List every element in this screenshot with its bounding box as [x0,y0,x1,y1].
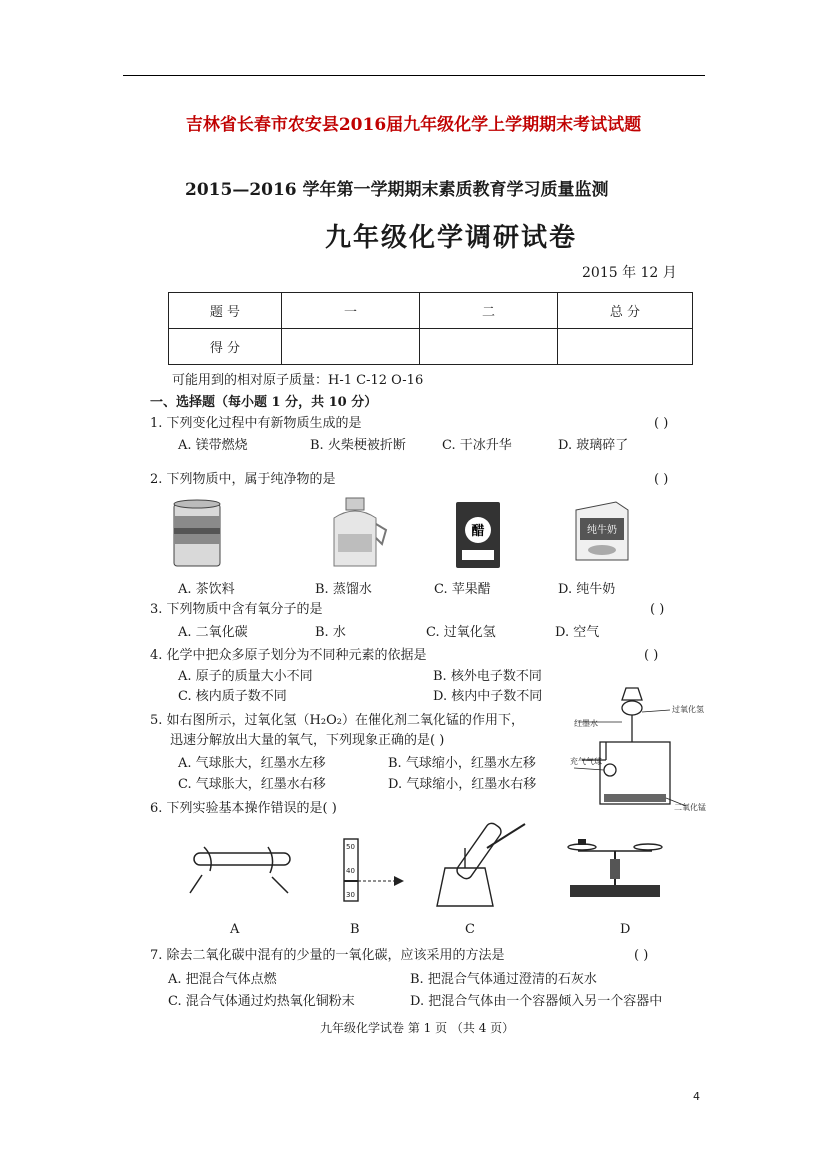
tick-label: 50 [346,843,355,851]
option: C. 过氧化氢 [426,625,496,640]
figure-label: B [350,922,360,937]
question-2-stem: 2. 下列物质中，属于纯净物的是 [150,472,336,487]
test-tube-shaking-figure [184,835,304,895]
tea-drink-can-image [168,498,226,570]
exam-title: 九年级化学调研试卷 [325,223,578,253]
score-row-label: 得 分 [169,329,282,365]
option: A. 把混合气体点燃 [168,972,277,987]
header-rule [123,75,705,76]
question-5-stem-cont: 迅速分解放出大量的氧气，下列现象正确的是( ) [170,733,445,748]
distilled-water-bottle-image [320,494,392,572]
option: A. 原子的质量大小不同 [178,669,313,684]
answer-paren: ( ) [644,648,659,663]
tick-label: 30 [346,891,355,899]
milk-label-text: 纯牛奶 [587,525,617,536]
option: D. 核内中子数不同 [433,689,543,704]
question-4-stem: 4. 化学中把众多原子划分为不同种元素的依据是 [150,648,427,663]
score-header-cell: 总 分 [558,293,693,329]
page-footer: 九年级化学试卷 第 1 页 （共 4 页） [320,1021,515,1035]
figure-label: A [230,922,240,937]
document-title: 吉林省长春市农安县2016届九年级化学上学期期末考试试题 [185,115,642,135]
option: B. 水 [315,625,346,640]
option: D. 玻璃碎了 [558,438,629,453]
label-manganese-dioxide: 二氧化锰 [674,803,706,812]
option: D. 把混合气体由一个容器倾入另一个容器中 [410,994,663,1009]
question-6-stem: 6. 下列实验基本操作错误的是( ) [150,801,337,816]
option: B. 蒸馏水 [315,582,372,597]
option: B. 核外电子数不同 [433,669,542,684]
option: C. 核内质子数不同 [178,689,287,704]
option: C. 苹果醋 [434,582,491,597]
graduated-cylinder-figure [332,835,412,905]
option: A. 二氧化碳 [178,625,248,640]
exam-header: 2015—2016 学年第一学期期末素质教育学习质量监测 [185,180,609,200]
figure-label: D [620,922,631,937]
score-header-cell: 题 号 [169,293,282,329]
option: A. 茶饮料 [178,582,235,597]
scanned-exam-page [150,170,720,1040]
label-hydrogen-peroxide: 过氧化氢 [672,705,704,714]
score-cell [282,329,420,365]
score-cell [420,329,558,365]
question-7-stem: 7. 除去二氧化碳中混有的少量的一氧化碳，应该采用的方法是 [150,948,505,963]
answer-paren: ( ) [654,416,669,431]
atomic-masses: 可能用到的相对原子质量：H-1 C-12 O-16 [172,373,424,388]
option: C. 混合气体通过灼热氧化铜粉末 [168,994,355,1009]
option: A. 气球胀大，红墨水左移 [178,756,326,771]
option: A. 镁带燃烧 [178,438,248,453]
section-heading: 一、选择题（每小题 1 分，共 10 分） [150,395,378,410]
balance-scale-figure [560,835,670,900]
apple-vinegar-bottle-image [452,500,504,570]
option: B. 把混合气体通过澄清的石灰水 [410,972,597,987]
option: C. 气球胀大，红墨水右移 [178,777,326,792]
option: D. 纯牛奶 [558,582,616,597]
pure-milk-box-image [572,496,632,564]
score-header-cell: 一 [282,293,420,329]
exam-date: 2015 年 12 月 [582,265,677,281]
score-table [168,292,693,365]
page-number: 4 [693,1090,700,1103]
answer-paren: ( ) [654,472,669,487]
question-5-stem: 5. 如右图所示，过氧化氢（H₂O₂）在催化剂二氧化锰的作用下， [150,713,524,728]
option: D. 气球缩小，红墨水右移 [388,777,537,792]
question-3-stem: 3. 下列物质中含有氧分子的是 [150,602,323,617]
score-header-cell: 二 [420,293,558,329]
answer-paren: ( ) [634,948,649,963]
option: C. 干冰升华 [442,438,512,453]
option: B. 火柴梗被折断 [310,438,406,453]
label-red-ink: 红墨水 [574,719,598,728]
tick-label: 40 [346,867,355,875]
figure-label: C [465,922,475,937]
vinegar-label-text: 醋 [471,524,485,539]
peroxide-apparatus-figure [570,682,710,832]
heating-test-tube-figure [425,818,535,910]
option: D. 空气 [555,625,600,640]
score-cell [558,329,693,365]
option: B. 气球缩小，红墨水左移 [388,756,536,771]
question-1-stem: 1. 下列变化过程中有新物质生成的是 [150,416,362,431]
answer-paren: ( ) [650,602,665,617]
label-balloon: 充气气球 [570,757,602,766]
